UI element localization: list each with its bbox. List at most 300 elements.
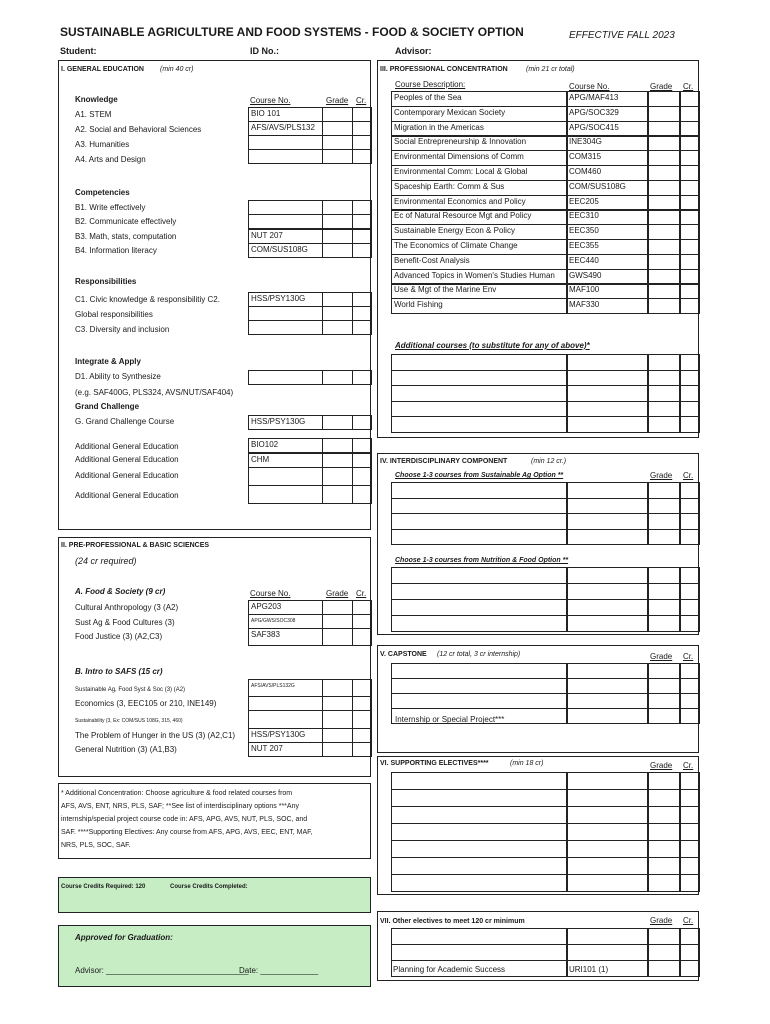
course-cell[interactable] — [248, 135, 323, 150]
course-cell: MAF330 — [566, 298, 649, 314]
cr-cell[interactable] — [679, 254, 700, 270]
desc-cell: Spaceship Earth: Comm & Sus — [391, 180, 568, 196]
course-cell[interactable]: HSS/PSY130G — [248, 292, 323, 307]
row-note: (e.g. SAF400G, PLS324, AVS/NUT/SAF404) — [75, 388, 234, 397]
row-label: A3. Humanities — [75, 140, 130, 149]
col-cr: Cr. — [356, 589, 367, 598]
cr-cell[interactable] — [679, 150, 700, 166]
grade-cell[interactable] — [322, 742, 353, 757]
cr-cell[interactable] — [352, 467, 372, 486]
desc-cell[interactable] — [391, 663, 568, 679]
capstone-credits: (12 cr total, 3 cr internship) — [437, 651, 521, 658]
note-line: NRS, PLS, SOC, SAF. — [61, 842, 131, 849]
course-cell[interactable] — [566, 385, 649, 402]
course-cell: MAF100 — [566, 283, 649, 299]
cr-cell[interactable] — [679, 840, 700, 858]
desc-cell[interactable] — [391, 806, 568, 824]
col-grade: Grade — [650, 82, 673, 91]
cr-cell[interactable] — [352, 121, 372, 136]
course-cell[interactable]: APG/GWS/SOC308 — [248, 614, 323, 629]
internship-label: Internship or Special Project*** — [395, 715, 505, 724]
course-cell: GWS490 — [566, 269, 649, 285]
course-cell[interactable] — [248, 370, 323, 385]
course-cell[interactable] — [566, 599, 649, 616]
course-cell[interactable] — [248, 467, 323, 486]
id-label: ID No.: — [250, 46, 279, 56]
desc-cell[interactable] — [391, 678, 568, 694]
course-cell[interactable] — [248, 485, 323, 504]
course-cell[interactable]: AFS/AVS/PLS132 — [248, 121, 323, 136]
interdisc-credits: (min 12 cr.) — [531, 458, 567, 465]
desc-cell[interactable] — [391, 482, 568, 499]
course-cell[interactable]: NUT 207 — [248, 229, 323, 244]
col-grade: Grade — [650, 916, 673, 925]
course-cell[interactable] — [566, 416, 649, 433]
choose-nutrition-food: Choose 1-3 courses from Nutrition & Food Option ** — [395, 557, 569, 564]
date-line[interactable]: Date: _____________ — [239, 966, 319, 975]
cr-cell[interactable] — [679, 498, 700, 515]
cr-cell[interactable] — [352, 229, 372, 244]
desc-cell[interactable] — [391, 789, 568, 807]
cr-cell[interactable] — [352, 107, 372, 122]
row-label: A4. Arts and Design — [75, 155, 146, 164]
grade-cell[interactable] — [322, 696, 353, 711]
grade-cell[interactable] — [647, 283, 681, 299]
desc-cell[interactable] — [391, 928, 568, 945]
course-cell[interactable]: NUT 207 — [248, 742, 323, 757]
cr-cell[interactable] — [352, 679, 372, 697]
credits-required: Course Credits Required: 120 — [61, 884, 146, 890]
note-line: AFS, AVS, ENT, NRS, PLS, SAF; **See list of interdisciplinary options ***Any — [61, 803, 299, 810]
row-label: Sustainability (3, Ex: COM/SUS 108G, 315, 460) — [75, 718, 183, 724]
cr-cell[interactable] — [679, 209, 700, 225]
gen-ed-title: I. GENERAL EDUCATION — [61, 66, 144, 73]
desc-cell: Contemporary Mexican Society — [391, 106, 568, 122]
course-cell[interactable] — [566, 840, 649, 858]
desc-cell[interactable] — [391, 370, 568, 387]
desc-cell[interactable] — [391, 583, 568, 600]
course-cell[interactable]: CHM — [248, 453, 323, 468]
grade-cell[interactable] — [647, 498, 681, 515]
course-cell: COM460 — [566, 165, 649, 181]
desc-cell: Use & Mgt of the Marine Env — [391, 283, 568, 299]
grade-cell[interactable] — [647, 224, 681, 240]
row-label: B3. Math, stats, computation — [75, 232, 177, 241]
course-cell[interactable] — [566, 806, 649, 824]
grade-cell[interactable] — [647, 857, 681, 875]
grade-cell[interactable] — [647, 928, 681, 945]
grade-cell[interactable] — [647, 789, 681, 807]
grade-cell[interactable] — [647, 150, 681, 166]
desc-cell: Peoples of the Sea — [391, 91, 568, 107]
cr-cell[interactable] — [679, 401, 700, 418]
course-cell[interactable]: HSS/PSY130G — [248, 728, 323, 743]
desc-cell: Sustainable Energy Econ & Policy — [391, 224, 568, 240]
cr-cell[interactable] — [679, 106, 700, 122]
course-cell[interactable]: BIO102 — [248, 438, 323, 453]
course-cell[interactable] — [566, 482, 649, 499]
desc-cell[interactable] — [391, 567, 568, 584]
cr-cell[interactable] — [352, 742, 372, 757]
grade-cell[interactable] — [647, 416, 681, 433]
desc-cell: Advanced Topics in Women's Studies Human — [391, 269, 568, 285]
cr-cell[interactable] — [352, 415, 372, 430]
col-grade: Grade — [650, 761, 673, 770]
grade-cell[interactable] — [647, 513, 681, 530]
grade-cell[interactable] — [322, 679, 353, 697]
grade-cell[interactable] — [322, 320, 353, 335]
col-course-no: Course No. — [569, 82, 610, 91]
grade-cell[interactable] — [647, 567, 681, 584]
cr-cell[interactable] — [679, 599, 700, 616]
course-cell[interactable] — [248, 214, 323, 229]
grade-cell[interactable] — [322, 710, 353, 729]
course-cell[interactable] — [248, 710, 323, 729]
other-title: VII. Other electives to meet 120 cr minimum — [380, 918, 525, 925]
grade-cell[interactable] — [647, 678, 681, 694]
grand-challenge-heading: Grand Challenge — [75, 402, 140, 411]
cr-cell[interactable] — [352, 600, 372, 615]
grade-cell[interactable] — [322, 370, 353, 385]
cr-cell[interactable] — [679, 385, 700, 402]
desc-cell[interactable] — [391, 401, 568, 418]
cr-cell[interactable] — [352, 135, 372, 150]
cr-cell[interactable] — [352, 728, 372, 743]
page-title: SUSTAINABLE AGRICULTURE AND FOOD SYSTEMS - FOOD & SOCIETY OPTION — [60, 25, 524, 39]
credits-completed: Course Credits Completed: — [170, 884, 248, 890]
grade-cell[interactable] — [647, 663, 681, 679]
course-cell: INE304G — [566, 135, 649, 151]
advisor-signature-line[interactable]: Advisor: ________________________________ — [75, 966, 249, 975]
course-cell[interactable]: APG203 — [248, 600, 323, 615]
desc-cell: Environmental Comm: Local & Global — [391, 165, 568, 181]
row-label: G. Grand Challenge Course — [75, 417, 175, 426]
grade-cell[interactable] — [322, 614, 353, 629]
desc-cell[interactable] — [391, 944, 568, 961]
cr-cell[interactable] — [352, 320, 372, 335]
row-label: A2. Social and Behavioral Sciences — [75, 125, 202, 134]
course-cell[interactable] — [566, 354, 649, 371]
cr-cell[interactable] — [679, 239, 700, 255]
grade-cell[interactable] — [647, 91, 681, 107]
choose-sustainable-ag: Choose 1-3 courses from Sustainable Ag Option ** — [395, 472, 564, 479]
row-label: Additional General Education — [75, 491, 179, 500]
cr-cell[interactable] — [679, 663, 700, 679]
cr-cell[interactable] — [679, 283, 700, 299]
cr-cell[interactable] — [679, 529, 700, 546]
row-label: C3. Diversity and inclusion — [75, 325, 170, 334]
additional-courses-heading: Additional courses (to substitute for any of above)* — [395, 341, 590, 350]
grade-cell[interactable] — [647, 806, 681, 824]
cr-cell[interactable] — [679, 615, 700, 632]
course-cell[interactable] — [566, 663, 649, 679]
integrate-heading: Integrate & Apply — [75, 357, 141, 366]
course-cell[interactable]: BIO 101 — [248, 107, 323, 122]
desc-cell[interactable] — [391, 385, 568, 402]
grade-cell[interactable] — [322, 453, 353, 468]
desc-cell[interactable] — [391, 823, 568, 841]
supporting-credits: (min 18 cr) — [510, 760, 544, 767]
cr-cell[interactable] — [679, 567, 700, 584]
course-cell: APG/MAF413 — [566, 91, 649, 107]
cr-cell[interactable] — [679, 806, 700, 824]
supporting-title: VI. SUPPORTING ELECTIVES**** — [380, 760, 489, 767]
course-cell: EEC205 — [566, 195, 649, 211]
course-cell: APG/SOC415 — [566, 121, 649, 137]
grade-cell[interactable] — [647, 772, 681, 790]
desc-cell[interactable] — [391, 615, 568, 632]
course-cell[interactable]: AFS/AVS/PLS132G — [248, 679, 323, 697]
row-label: B2. Communicate effectively — [75, 217, 177, 226]
row-label: Sust Ag & Food Cultures (3) — [75, 618, 175, 627]
cr-cell[interactable] — [352, 292, 372, 307]
cr-cell[interactable] — [352, 243, 372, 258]
cr-cell[interactable] — [679, 135, 700, 151]
grade-cell[interactable] — [322, 600, 353, 615]
course-cell[interactable]: HSS/PSY130G — [248, 415, 323, 430]
grade-cell[interactable] — [322, 107, 353, 122]
gen-ed-credits: (min 40 cr) — [160, 66, 194, 73]
cr-cell[interactable] — [679, 693, 700, 709]
effective-date: EFFECTIVE FALL 2023 — [569, 30, 675, 41]
grade-cell[interactable] — [322, 229, 353, 244]
planning-course: URI101 (1) — [569, 965, 609, 974]
cr-cell[interactable] — [679, 416, 700, 433]
cr-cell[interactable] — [679, 513, 700, 530]
desc-cell[interactable] — [391, 498, 568, 515]
course-cell[interactable] — [248, 306, 323, 321]
cr-cell[interactable] — [679, 708, 700, 724]
grade-cell[interactable] — [322, 306, 353, 321]
cr-cell[interactable] — [679, 91, 700, 107]
cr-cell[interactable] — [679, 678, 700, 694]
food-society-heading: A. Food & Society (9 cr) — [75, 587, 166, 596]
grade-cell[interactable] — [647, 354, 681, 371]
course-cell[interactable] — [566, 529, 649, 546]
grade-cell[interactable] — [647, 401, 681, 418]
responsibilities-heading: Responsibilities — [75, 277, 137, 286]
course-cell[interactable] — [566, 874, 649, 892]
col-grade: Grade — [650, 471, 673, 480]
grade-cell[interactable] — [322, 438, 353, 453]
course-cell[interactable] — [566, 693, 649, 709]
note-line: SAF. ****Supporting Electives: Any course from AFS, APG, AVS, EEC, ENT, MAF, — [61, 829, 313, 836]
cr-cell[interactable] — [352, 696, 372, 711]
desc-cell[interactable] — [391, 693, 568, 709]
row-label: Sustainable Ag, Food Syst & Soc (3) (A2) — [75, 687, 186, 693]
course-cell: COM/SUS108G — [566, 180, 649, 196]
cr-cell[interactable] — [679, 789, 700, 807]
row-label: Cultural Anthropology (3 (A2) — [75, 603, 179, 612]
grade-cell[interactable] — [647, 482, 681, 499]
course-cell[interactable]: SAF383 — [248, 628, 323, 646]
pre-prof-credits: (24 cr required) — [75, 556, 137, 566]
grade-cell[interactable] — [647, 385, 681, 402]
cr-cell[interactable] — [352, 149, 372, 164]
grade-cell[interactable] — [322, 467, 353, 486]
desc-cell: Environmental Economics and Policy — [391, 195, 568, 211]
row-label: A1. STEM — [75, 110, 112, 119]
course-cell[interactable] — [566, 678, 649, 694]
cr-cell[interactable] — [679, 772, 700, 790]
cr-cell[interactable] — [679, 370, 700, 387]
cr-cell[interactable] — [352, 370, 372, 385]
grade-cell[interactable] — [322, 485, 353, 504]
cr-cell[interactable] — [352, 628, 372, 646]
grade-cell[interactable] — [322, 628, 353, 646]
grade-cell[interactable] — [647, 708, 681, 724]
prof-credits: (min 21 cr total) — [526, 66, 575, 73]
course-cell: EEC350 — [566, 224, 649, 240]
desc-cell: Migration in the Americas — [391, 121, 568, 137]
desc-cell[interactable] — [391, 354, 568, 371]
pre-prof-title: II. PRE-PROFESSIONAL & BASIC SCIENCES — [61, 542, 210, 549]
grade-cell[interactable] — [322, 415, 353, 430]
desc-cell[interactable] — [391, 513, 568, 530]
cr-cell[interactable] — [352, 438, 372, 453]
desc-cell: Ec of Natural Resource Mgt and Policy — [391, 209, 568, 225]
row-label: B1. Write effectively — [75, 203, 146, 212]
cr-cell[interactable] — [679, 823, 700, 841]
grade-cell[interactable] — [647, 840, 681, 858]
col-cr: Cr. — [356, 96, 367, 105]
desc-cell[interactable] — [391, 599, 568, 616]
course-cell[interactable] — [566, 615, 649, 632]
grade-cell[interactable] — [647, 165, 681, 181]
cr-cell[interactable] — [679, 298, 700, 314]
grade-cell[interactable] — [647, 529, 681, 546]
row-label: Additional General Education — [75, 442, 179, 451]
grade-cell[interactable] — [647, 693, 681, 709]
cr-cell[interactable] — [679, 928, 700, 945]
grade-cell[interactable] — [322, 292, 353, 307]
capstone-title: V. CAPSTONE — [380, 651, 427, 658]
row-label: The Problem of Hunger in the US (3) (A2,C1) — [75, 731, 236, 740]
cr-cell[interactable] — [679, 224, 700, 240]
intro-safs-heading: B. Intro to SAFS (15 cr) — [75, 667, 163, 676]
grade-cell[interactable] — [647, 135, 681, 151]
cr-cell[interactable] — [679, 857, 700, 875]
cr-cell[interactable] — [352, 306, 372, 321]
cr-cell[interactable] — [352, 200, 372, 215]
course-cell[interactable] — [566, 498, 649, 515]
col-cr: Cr. — [683, 652, 694, 661]
course-cell[interactable] — [566, 567, 649, 584]
course-cell[interactable] — [566, 789, 649, 807]
cr-cell[interactable] — [352, 485, 372, 504]
col-cr: Cr. — [683, 82, 694, 91]
course-cell[interactable] — [566, 401, 649, 418]
cr-cell[interactable] — [352, 214, 372, 229]
desc-cell[interactable] — [391, 772, 568, 790]
grade-cell[interactable] — [322, 243, 353, 258]
col-cr: Cr. — [683, 761, 694, 770]
row-label: D1. Ability to Synthesize — [75, 372, 161, 381]
course-cell[interactable] — [248, 320, 323, 335]
cr-cell[interactable] — [679, 583, 700, 600]
cr-cell[interactable] — [352, 614, 372, 629]
desc-cell[interactable] — [391, 840, 568, 858]
grade-cell[interactable] — [647, 106, 681, 122]
course-cell[interactable] — [566, 928, 649, 945]
grade-cell[interactable] — [647, 823, 681, 841]
grade-cell[interactable] — [647, 180, 681, 196]
course-cell[interactable] — [248, 696, 323, 711]
note-line: * Additional Concentration: Choose agriculture & food related courses from — [61, 790, 293, 797]
row-label: Additional General Education — [75, 455, 179, 464]
col-course-description: Course Description: — [395, 80, 466, 89]
course-cell[interactable] — [566, 857, 649, 875]
cr-cell[interactable] — [352, 453, 372, 468]
course-cell[interactable] — [566, 708, 649, 724]
cr-cell[interactable] — [679, 482, 700, 499]
course-cell[interactable] — [566, 583, 649, 600]
course-cell: EEC310 — [566, 209, 649, 225]
cr-cell[interactable] — [679, 874, 700, 892]
col-course-no: Course No. — [250, 96, 291, 105]
note-line: internship/special project course code in: AFS, APG, AVS, NUT, PLS, SOC, and — [61, 816, 308, 823]
grade-cell[interactable] — [647, 209, 681, 225]
course-cell[interactable] — [566, 944, 649, 961]
cr-cell[interactable] — [679, 354, 700, 371]
course-cell[interactable] — [248, 200, 323, 215]
row-label: Food Justice (3) (A2,C3) — [75, 632, 163, 641]
row-label: Global responsibilities — [75, 310, 153, 319]
col-grade: Grade — [326, 96, 349, 105]
course-cell[interactable] — [566, 370, 649, 387]
cr-cell[interactable] — [679, 165, 700, 181]
grade-cell[interactable] — [647, 874, 681, 892]
cr-cell[interactable] — [352, 710, 372, 729]
cr-cell[interactable] — [679, 960, 700, 977]
grade-cell[interactable] — [647, 599, 681, 616]
grade-cell[interactable] — [647, 583, 681, 600]
grade-cell[interactable] — [322, 121, 353, 136]
course-cell[interactable] — [566, 513, 649, 530]
grade-cell[interactable] — [322, 200, 353, 215]
grade-cell[interactable] — [647, 298, 681, 314]
cr-cell[interactable] — [679, 180, 700, 196]
col-grade: Grade — [326, 589, 349, 598]
cr-cell[interactable] — [679, 944, 700, 961]
row-label: C1. Civic knowledge & responsibilitiy C2. — [75, 295, 220, 304]
grade-cell[interactable] — [322, 135, 353, 150]
course-cell[interactable] — [566, 823, 649, 841]
desc-cell[interactable] — [391, 874, 568, 892]
grade-cell[interactable] — [647, 370, 681, 387]
grade-cell[interactable] — [647, 254, 681, 270]
grade-cell[interactable] — [322, 149, 353, 164]
desc-cell: World Fishing — [391, 298, 568, 314]
desc-cell[interactable] — [391, 529, 568, 546]
course-cell[interactable] — [248, 149, 323, 164]
desc-cell[interactable] — [391, 857, 568, 875]
row-label: Economics (3, EEC105 or 210, INE149) — [75, 699, 217, 708]
grade-cell[interactable] — [322, 214, 353, 229]
course-cell[interactable] — [566, 772, 649, 790]
grade-cell[interactable] — [647, 615, 681, 632]
course-cell[interactable]: COM/SUS108G — [248, 243, 323, 258]
desc-cell: Environmental Dimensions of Comm — [391, 150, 568, 166]
grade-cell[interactable] — [647, 944, 681, 961]
course-cell: APG/SOC329 — [566, 106, 649, 122]
grade-cell[interactable] — [322, 728, 353, 743]
grade-cell[interactable] — [647, 239, 681, 255]
grade-cell[interactable] — [647, 960, 681, 977]
row-label: Additional General Education — [75, 471, 179, 480]
desc-cell[interactable] — [391, 416, 568, 433]
prof-title: III. PROFESSIONAL CONCENTRATION — [380, 66, 508, 73]
